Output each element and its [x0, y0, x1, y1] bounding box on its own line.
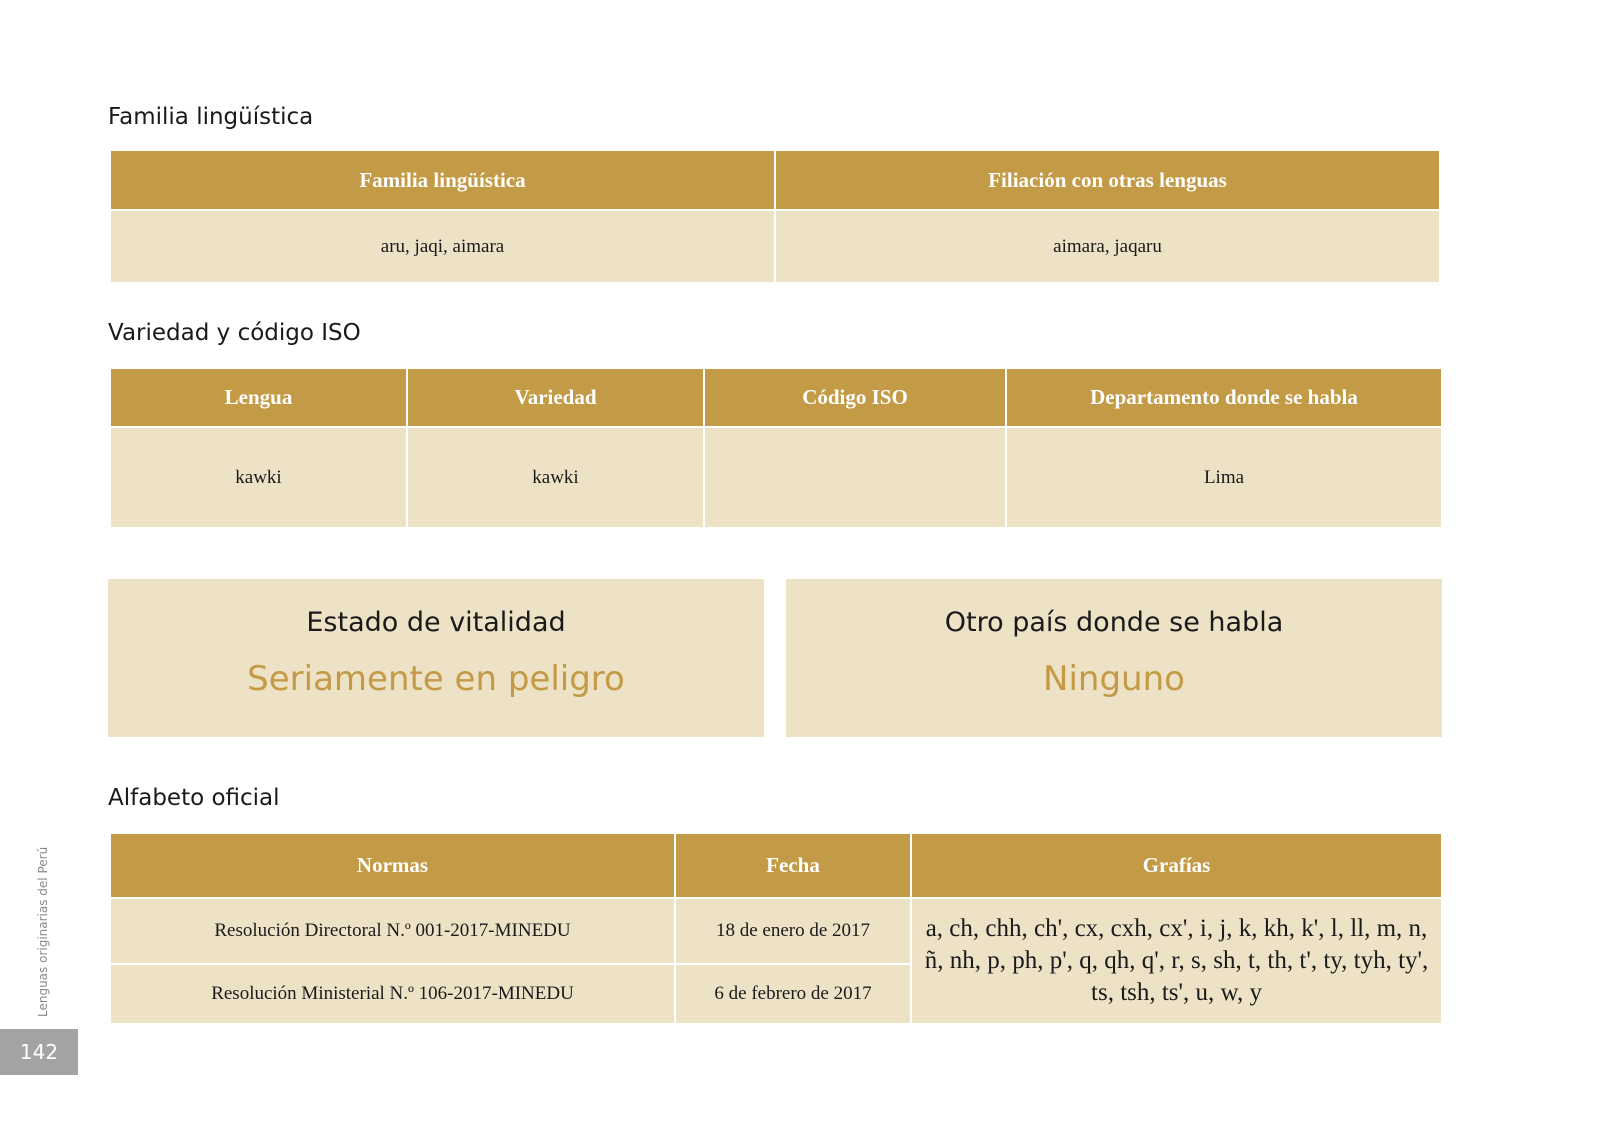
familia-cell-familia: aru, jaqi, aimara	[110, 210, 775, 283]
otro-pais-value: Ninguno	[1043, 659, 1185, 699]
variedad-cell-departamento: Lima	[1006, 427, 1442, 528]
variedad-header-departamento: Departamento donde se habla	[1006, 368, 1442, 427]
page-number: 142	[19, 1040, 59, 1064]
otro-pais-label: Otro país donde se habla	[944, 607, 1284, 638]
variedad-cell-codigo-iso	[704, 427, 1006, 528]
variedad-cell-lengua: kawki	[110, 427, 407, 528]
alfabeto-cell-norma-2: Resolución Ministerial N.º 106-2017-MINEDU	[110, 964, 675, 1024]
familia-table	[109, 149, 1441, 284]
vitalidad-label: Estado de vitalidad	[306, 607, 566, 638]
alfabeto-cell-grafias: a, ch, chh, ch', cx, cxh, cx', i, j, k, kh, k', l, ll, m, n, ñ, nh, p, ph, p', q, qh, q', r, s, sh, t, th, t', ty, tyh, ty', ts, tsh, ts', u, w, y	[911, 898, 1442, 1024]
section-title-familia: Familia lingüística	[108, 104, 314, 130]
familia-header-familia: Familia lingüística	[110, 150, 775, 210]
section-title-variedad: Variedad y código ISO	[108, 320, 361, 346]
alfabeto-cell-norma-1: Resolución Directoral N.º 001-2017-MINEDU	[110, 898, 675, 964]
alfabeto-table	[109, 832, 1443, 1025]
variedad-header-variedad: Variedad	[407, 368, 704, 427]
alfabeto-cell-fecha-2: 6 de febrero de 2017	[675, 964, 911, 1024]
page-number-badge	[0, 1029, 78, 1075]
alfabeto-header-grafias: Grafías	[911, 833, 1442, 898]
otro-pais-box	[786, 579, 1442, 737]
alfabeto-cell-fecha-1: 18 de enero de 2017	[675, 898, 911, 964]
familia-header-filiacion: Filiación con otras lenguas	[775, 150, 1440, 210]
variedad-cell-variedad: kawki	[407, 427, 704, 528]
alfabeto-header-fecha: Fecha	[675, 833, 911, 898]
variedad-header-codigo-iso: Código ISO	[704, 368, 1006, 427]
section-title-alfabeto: Alfabeto oficial	[108, 785, 280, 811]
vitalidad-value: Seriamente en peligro	[247, 659, 625, 699]
side-running-title: Lenguas originarias del Perú	[36, 846, 50, 1017]
variedad-table	[109, 367, 1443, 529]
variedad-header-lengua: Lengua	[110, 368, 407, 427]
vitalidad-box	[108, 579, 764, 737]
familia-cell-filiacion: aimara, jaqaru	[775, 210, 1440, 283]
alfabeto-header-normas: Normas	[110, 833, 675, 898]
